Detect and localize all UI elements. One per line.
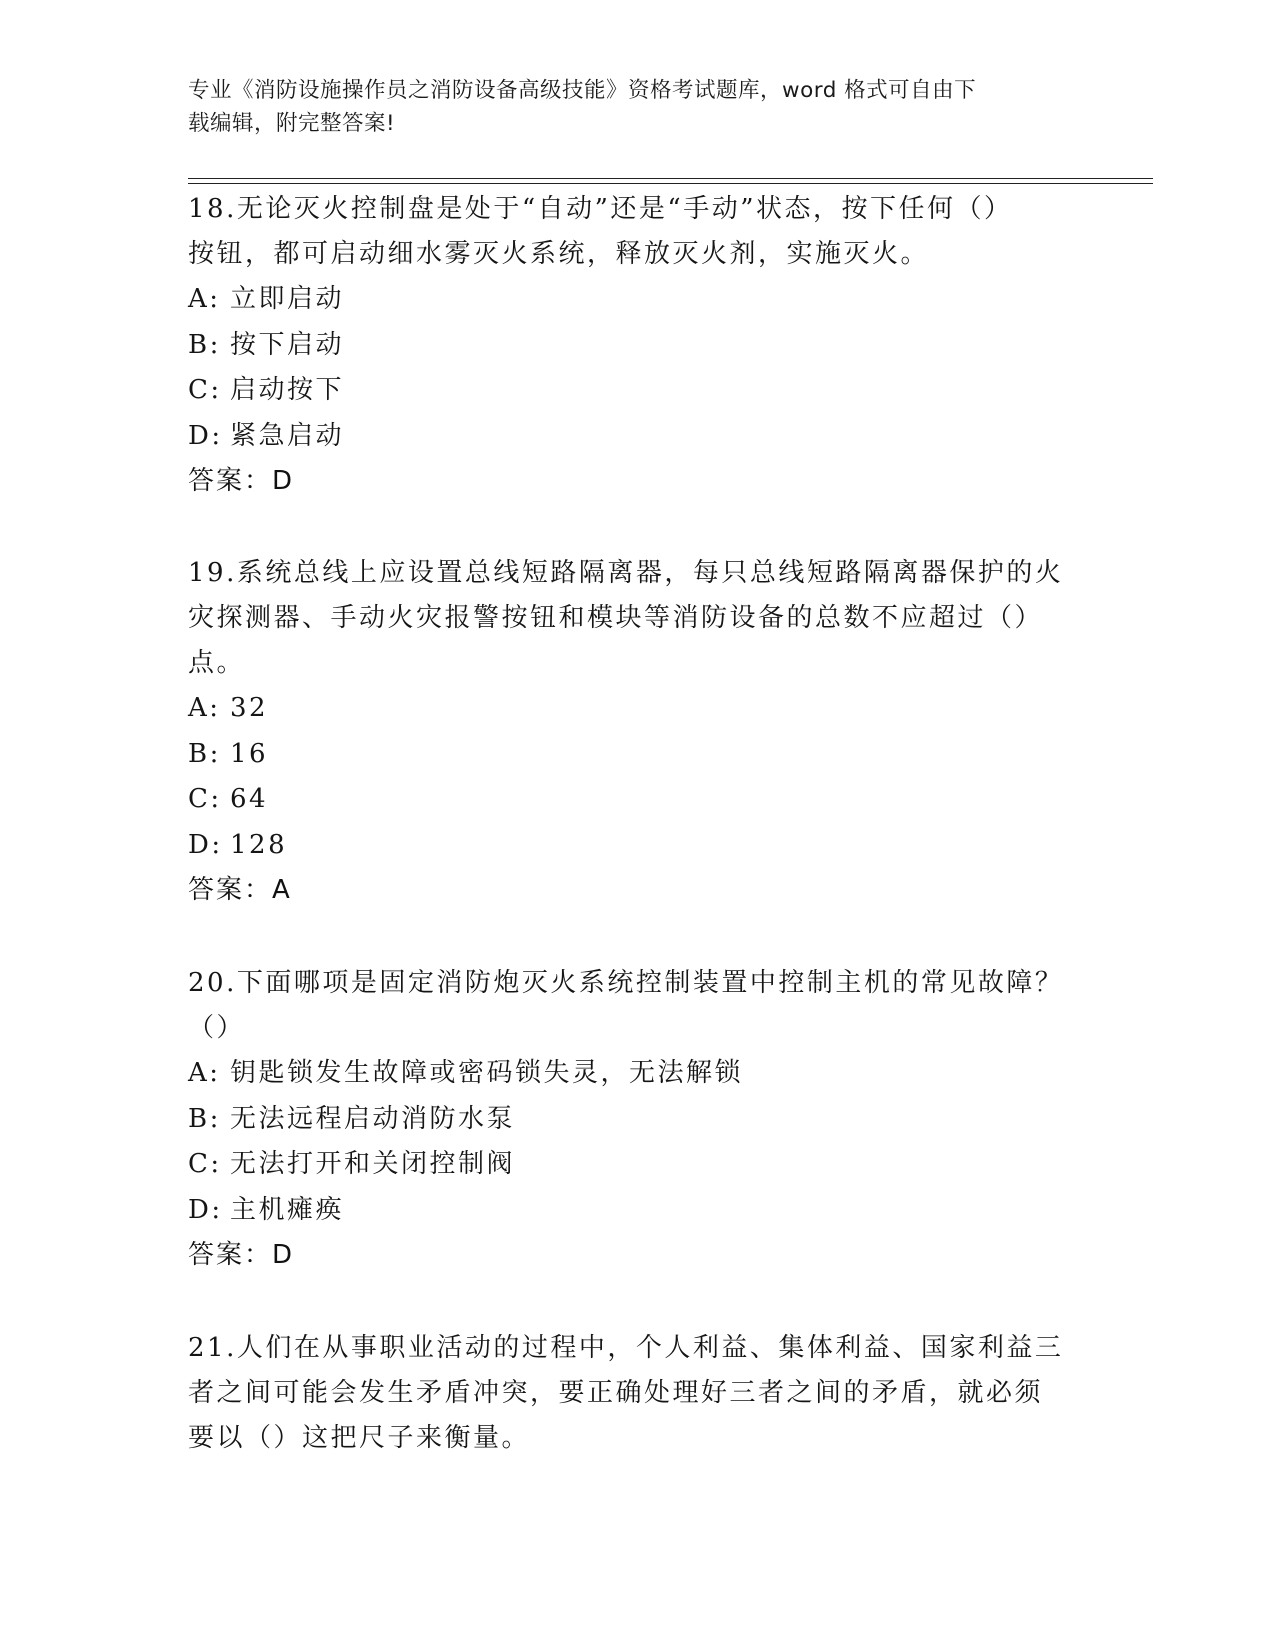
question-text-line: 者之间可能会发生矛盾冲突，要正确处理好三者之间的矛盾，就必须 [188, 1378, 1044, 1408]
option-d [188, 823, 1088, 869]
option-b [188, 732, 1088, 778]
option-text: 主机瘫痪 [230, 1194, 345, 1225]
option-text: 64 [230, 784, 269, 814]
option-text: 32 [230, 693, 269, 723]
option-a [188, 686, 1088, 732]
question-text-line: 19.系统总线上应设置总线短路隔离器，每只总线短路隔离器保护的火 [188, 558, 1064, 588]
question-20 [188, 961, 1088, 1278]
option-text: 启动按下 [230, 375, 345, 405]
header-line-1: 专业《消防设施操作员之消防设备高级技能》资格考试题库，word 格式可自由下 [188, 78, 977, 103]
question-text-line: 18.无论灭火控制盘是处于“自动”还是“手动”状态，按下任何（） [188, 194, 1013, 224]
question-21 [188, 1326, 1088, 1461]
header-divider-top [188, 178, 1153, 179]
option-key: A: [188, 284, 221, 314]
option-text: 钥匙锁发生故障或密码锁失灵，无法解锁 [230, 1058, 744, 1088]
question-19 [188, 551, 1088, 913]
answer-line: 答案：A [188, 875, 292, 905]
option-a [188, 1051, 1088, 1097]
question-text-line: 要以（）这把尺子来衡量。 [188, 1423, 531, 1453]
question-text-line: 灾探测器、手动火灾报警按钮和模块等消防设备的总数不应超过（） [188, 603, 1044, 633]
question-text-line: 点。 [188, 648, 246, 678]
question-18 [188, 187, 1088, 504]
option-key: A: [188, 1058, 221, 1088]
option-text: 128 [230, 829, 288, 860]
option-key: C: [188, 784, 222, 814]
option-a [188, 277, 1088, 323]
option-text: 紧急启动 [230, 420, 345, 451]
question-text-line: 21.人们在从事职业活动的过程中，个人利益、集体利益、国家利益三 [188, 1333, 1064, 1363]
option-key: B: [188, 329, 221, 360]
option-text: 无法远程启动消防水泵 [230, 1103, 516, 1134]
option-c [188, 1142, 1088, 1188]
option-key: C: [188, 1149, 222, 1179]
option-key: D: [188, 420, 223, 451]
option-text: 无法打开和关闭控制阀 [230, 1149, 516, 1179]
option-c [188, 368, 1088, 414]
option-d [188, 414, 1088, 460]
question-text-line: （） [188, 1013, 246, 1043]
header-line-2: 载编辑，附完整答案! [188, 111, 396, 136]
question-text-line: 20.下面哪项是固定消防炮灭火系统控制装置中控制主机的常见故障？ [188, 968, 1064, 998]
option-text: 立即启动 [230, 284, 345, 314]
option-key: D: [188, 829, 223, 860]
option-text: 16 [230, 738, 269, 769]
option-key: A: [188, 693, 221, 723]
option-key: B: [188, 1103, 221, 1134]
answer-line: 答案：D [188, 1240, 295, 1270]
option-b [188, 323, 1088, 369]
option-key: D: [188, 1194, 223, 1225]
option-d [188, 1188, 1088, 1234]
option-key: C: [188, 375, 222, 405]
answer-line: 答案：D [188, 466, 295, 496]
option-b [188, 1097, 1088, 1143]
option-c [188, 777, 1088, 823]
option-text: 按下启动 [230, 329, 345, 360]
document-header [188, 74, 1068, 140]
header-divider-bottom [188, 183, 1153, 184]
option-key: B: [188, 738, 221, 769]
question-text-line: 按钮，都可启动细水雾灭火系统，释放灭火剂，实施灭火。 [188, 239, 930, 269]
